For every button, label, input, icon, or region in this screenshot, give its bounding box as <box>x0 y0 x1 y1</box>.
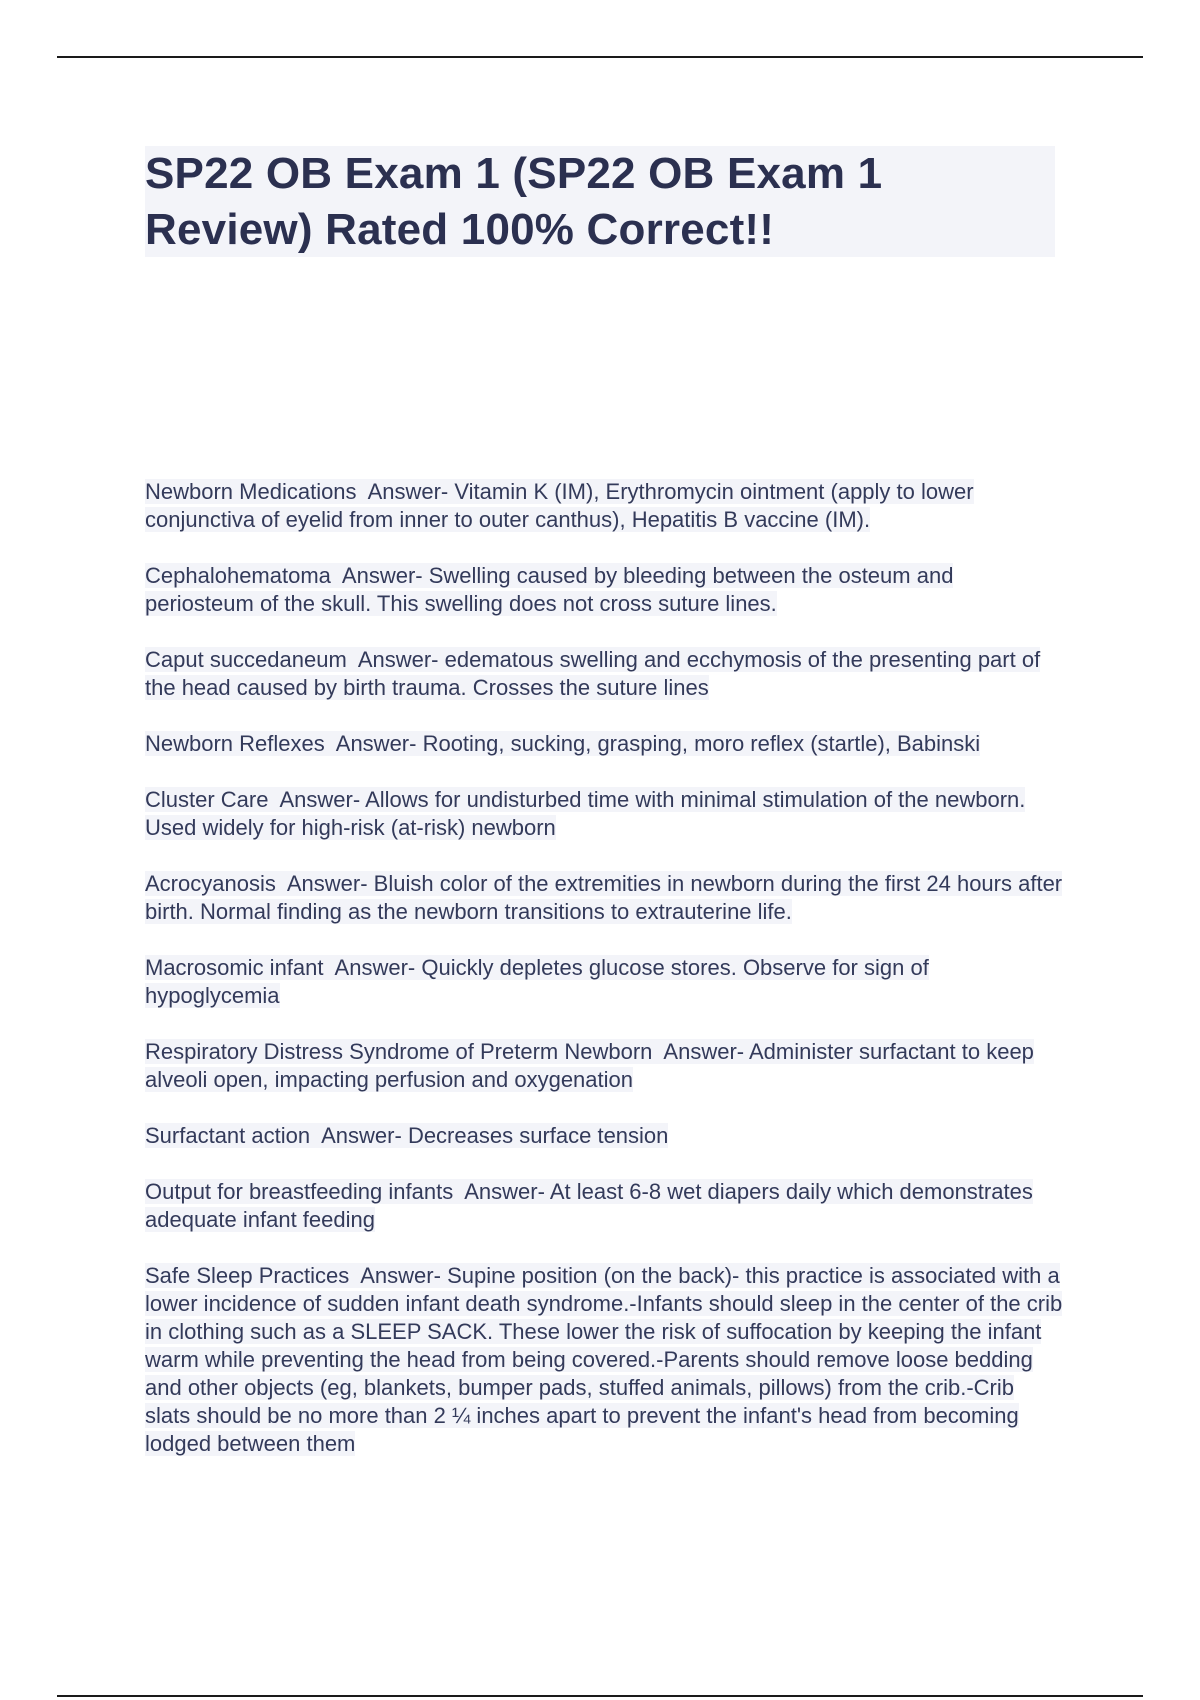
qa-answer: At least 6-8 wet diapers daily which demonstrates adequate infant feeding <box>145 1179 1033 1232</box>
qa-item <box>145 786 1065 842</box>
qa-term: Cluster Care <box>145 787 269 812</box>
answer-prefix: Answer- <box>331 563 429 588</box>
answer-prefix: Answer- <box>276 871 374 896</box>
header-rule <box>57 56 1143 58</box>
qa-answer: Supine position (on the back)- this practice is associated with a lower incidence of sudden infant death syndrome.-Infants should sleep in the center of the crib in clothing such as a SLEEP SACK. These lower the risk of suffocation by keeping the infant warm while preventing the head from being covered.-Parents should remove loose bedding and other objects (eg, blankets, bumper pads, stuffed animals, pillows) from the crib.-Crib slats should be no more than 2 ¼ inches apart to prevent the infant's head from becoming lodged between them <box>145 1263 1063 1456</box>
qa-item <box>145 1038 1065 1094</box>
qa-term: Newborn Reflexes <box>145 731 325 756</box>
qa-answer: Allows for undisturbed time with minimal stimulation of the newborn. Used widely for high-risk (at-risk) newborn <box>145 787 1026 840</box>
qa-list <box>145 478 1065 1486</box>
qa-item <box>145 1262 1065 1458</box>
qa-item <box>145 1122 1065 1150</box>
qa-term: Newborn Medications <box>145 479 357 504</box>
qa-term: Surfactant action <box>145 1123 311 1148</box>
qa-answer: Rooting, sucking, grasping, moro reflex (startle), Babinski <box>422 731 981 756</box>
answer-prefix: Answer- <box>347 647 445 672</box>
qa-answer: Decreases surface tension <box>407 1123 669 1148</box>
qa-term: Respiratory Distress Syndrome of Preterm Newborn <box>145 1039 653 1064</box>
qa-term: Macrosomic infant <box>145 955 324 980</box>
qa-item <box>145 562 1065 618</box>
answer-prefix: Answer- <box>349 1263 447 1288</box>
qa-term: Acrocyanosis <box>145 871 276 896</box>
qa-item <box>145 646 1065 702</box>
document-title: SP22 OB Exam 1 (SP22 OB Exam 1 Review) Rated 100% Correct!! <box>145 149 883 254</box>
answer-prefix: Answer- <box>324 955 422 980</box>
qa-item <box>145 478 1065 534</box>
qa-answer: Vitamin K (IM), Erythromycin ointment (apply to lower conjunctiva of eyelid from inner to outer canthus), Hepatitis B vaccine (IM). <box>145 479 974 532</box>
answer-prefix: Answer- <box>357 479 455 504</box>
title-block <box>145 146 1055 257</box>
qa-item <box>145 954 1065 1010</box>
answer-prefix: Answer- <box>325 731 423 756</box>
qa-answer: Swelling caused by bleeding between the osteum and periosteum of the skull. This swelling does not cross suture lines. <box>145 563 954 616</box>
qa-answer: Bluish color of the extremities in newborn during the first 24 hours after birth. Normal finding as the newborn transitions to extrauterine life. <box>145 871 1063 924</box>
answer-prefix: Answer- <box>310 1123 408 1148</box>
answer-prefix: Answer- <box>453 1179 550 1204</box>
qa-term: Safe Sleep Practices <box>145 1263 350 1288</box>
qa-term: Caput succedaneum <box>145 647 347 672</box>
answer-prefix: Answer- <box>652 1039 749 1064</box>
qa-answer: Administer surfactant to keep alveoli open, impacting perfusion and oxygenation <box>145 1039 1034 1092</box>
qa-answer: edematous swelling and ecchymosis of the presenting part of the head caused by birth trauma. Crosses the suture lines <box>145 647 1041 700</box>
qa-term: Cephalohematoma <box>145 563 331 588</box>
qa-term: Output for breastfeeding infants <box>145 1179 454 1204</box>
footer-rule <box>57 1695 1143 1697</box>
answer-prefix: Answer- <box>268 787 365 812</box>
qa-item <box>145 730 1065 758</box>
qa-answer: Quickly depletes glucose stores. Observe for sign of hypoglycemia <box>145 955 929 1008</box>
qa-item <box>145 870 1065 926</box>
qa-item <box>145 1178 1065 1234</box>
